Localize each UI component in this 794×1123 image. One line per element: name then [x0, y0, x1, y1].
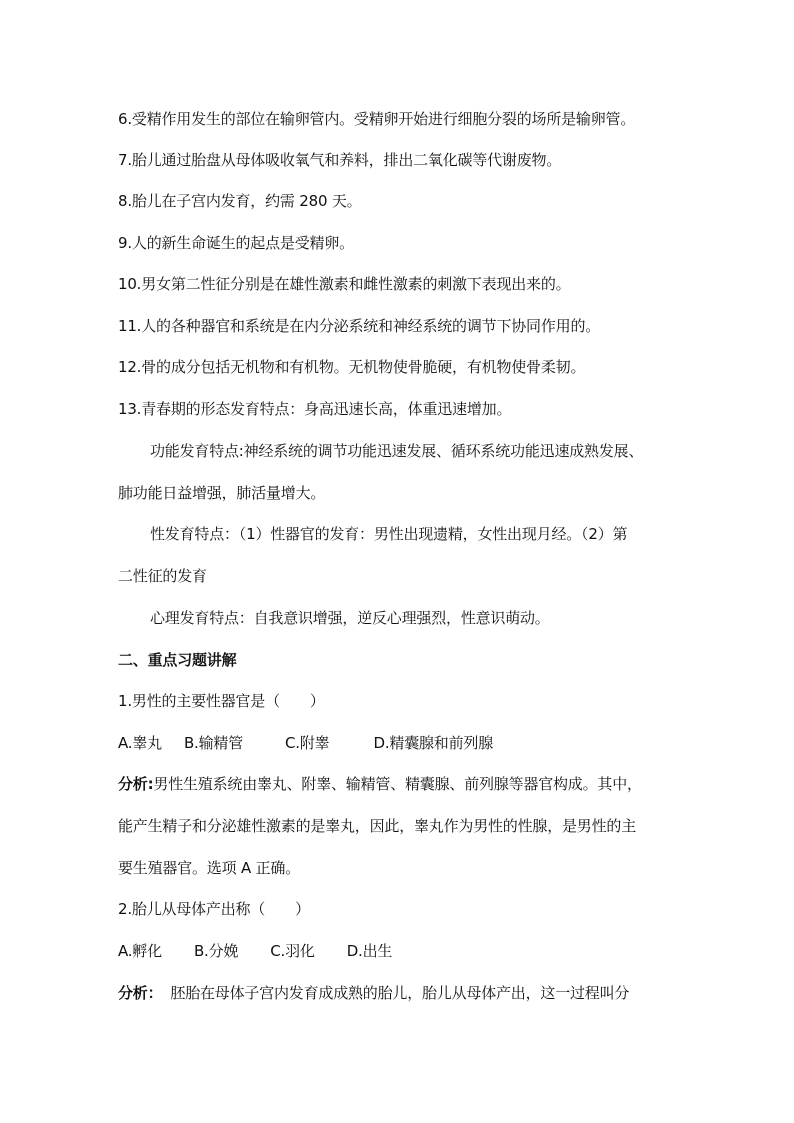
question-2-options	[118, 941, 392, 961]
option-d: D.出生	[346, 942, 393, 960]
question-1-stem	[118, 691, 325, 711]
option-c: C.羽化	[270, 942, 315, 960]
question-1-stem-close: ）	[309, 692, 325, 710]
question-1-analysis-line3: 要生殖器官。选项 A 正确。	[118, 859, 300, 877]
question-2-stem-text: 2.胎儿从母体产出称（	[118, 900, 266, 918]
option-b: B.输精管	[183, 734, 244, 752]
analysis-label: 分析：	[118, 984, 163, 1002]
analysis-label: 分析:	[118, 775, 154, 793]
option-c: C.附睾	[285, 734, 330, 752]
function-development-line1: 功能发育特点:神经系统的调节功能迅速发展、循环系统功能迅速成熟发展、	[150, 442, 644, 460]
fact-7: 7.胎儿通过胎盘从母体吸收氧气和养料，排出二氧化碳等代谢废物。	[118, 151, 562, 169]
question-1-analysis-line1	[118, 774, 642, 794]
fact-12: 12.骨的成分包括无机物和有机物。无机物使骨脆硬，有机物使骨柔韧。	[118, 358, 586, 376]
option-b: B.分娩	[193, 942, 239, 960]
fact-6: 6.受精作用发生的部位在输卵管内。受精卵开始进行细胞分裂的场所是输卵管。	[118, 110, 636, 128]
fact-13: 13.青春期的形态发育特点：身高迅速长高，体重迅速增加。	[118, 400, 512, 418]
option-a: A.睾丸	[118, 734, 162, 752]
option-a: A.孵化	[118, 942, 162, 960]
option-d: D.精囊腺和前列腺	[373, 734, 494, 752]
sex-development-line2: 二性征的发育	[118, 567, 207, 585]
fact-9: 9.人的新生命诞生的起点是受精卵。	[118, 234, 354, 252]
analysis-text: 胚胎在母体子宫内发育成成熟的胎儿，胎儿从母体产出，这一过程叫分	[170, 984, 630, 1002]
fact-10: 10.男女第二性征分别是在雄性激素和雌性激素的刺激下表现出来的。	[118, 275, 571, 293]
fact-8: 8.胎儿在子宫内发育，约需 280 天。	[118, 192, 362, 210]
analysis-text: 男性生殖系统由睾丸、附睾、输精管、精囊腺、前列腺等器官构成。其中，	[153, 775, 642, 793]
sex-development-line1: 性发育特点：（1）性器官的发育：男性出现遗精，女性出现月经。（2）第	[150, 525, 628, 543]
question-2-stem	[118, 899, 310, 919]
question-2-stem-close: ）	[295, 900, 310, 918]
question-2-analysis-line1	[118, 983, 629, 1003]
question-1-analysis-line2: 能产生精子和分泌雄性激素的是睾丸，因此，睾丸作为男性的性腺，是男性的主	[118, 817, 637, 835]
question-1-stem-text: 1.男性的主要性器官是（	[118, 692, 280, 710]
question-1-options	[118, 733, 493, 753]
section-title: 二、重点习题讲解	[118, 651, 237, 669]
psych-development: 心理发育特点：自我意识增强，逆反心理强烈，性意识萌动。	[150, 609, 550, 627]
fact-11: 11.人的各种器官和系统是在内分泌系统和神经系统的调节下协同作用的。	[118, 317, 601, 335]
function-development-line2: 肺功能日益增强，肺活量增大。	[118, 484, 326, 502]
